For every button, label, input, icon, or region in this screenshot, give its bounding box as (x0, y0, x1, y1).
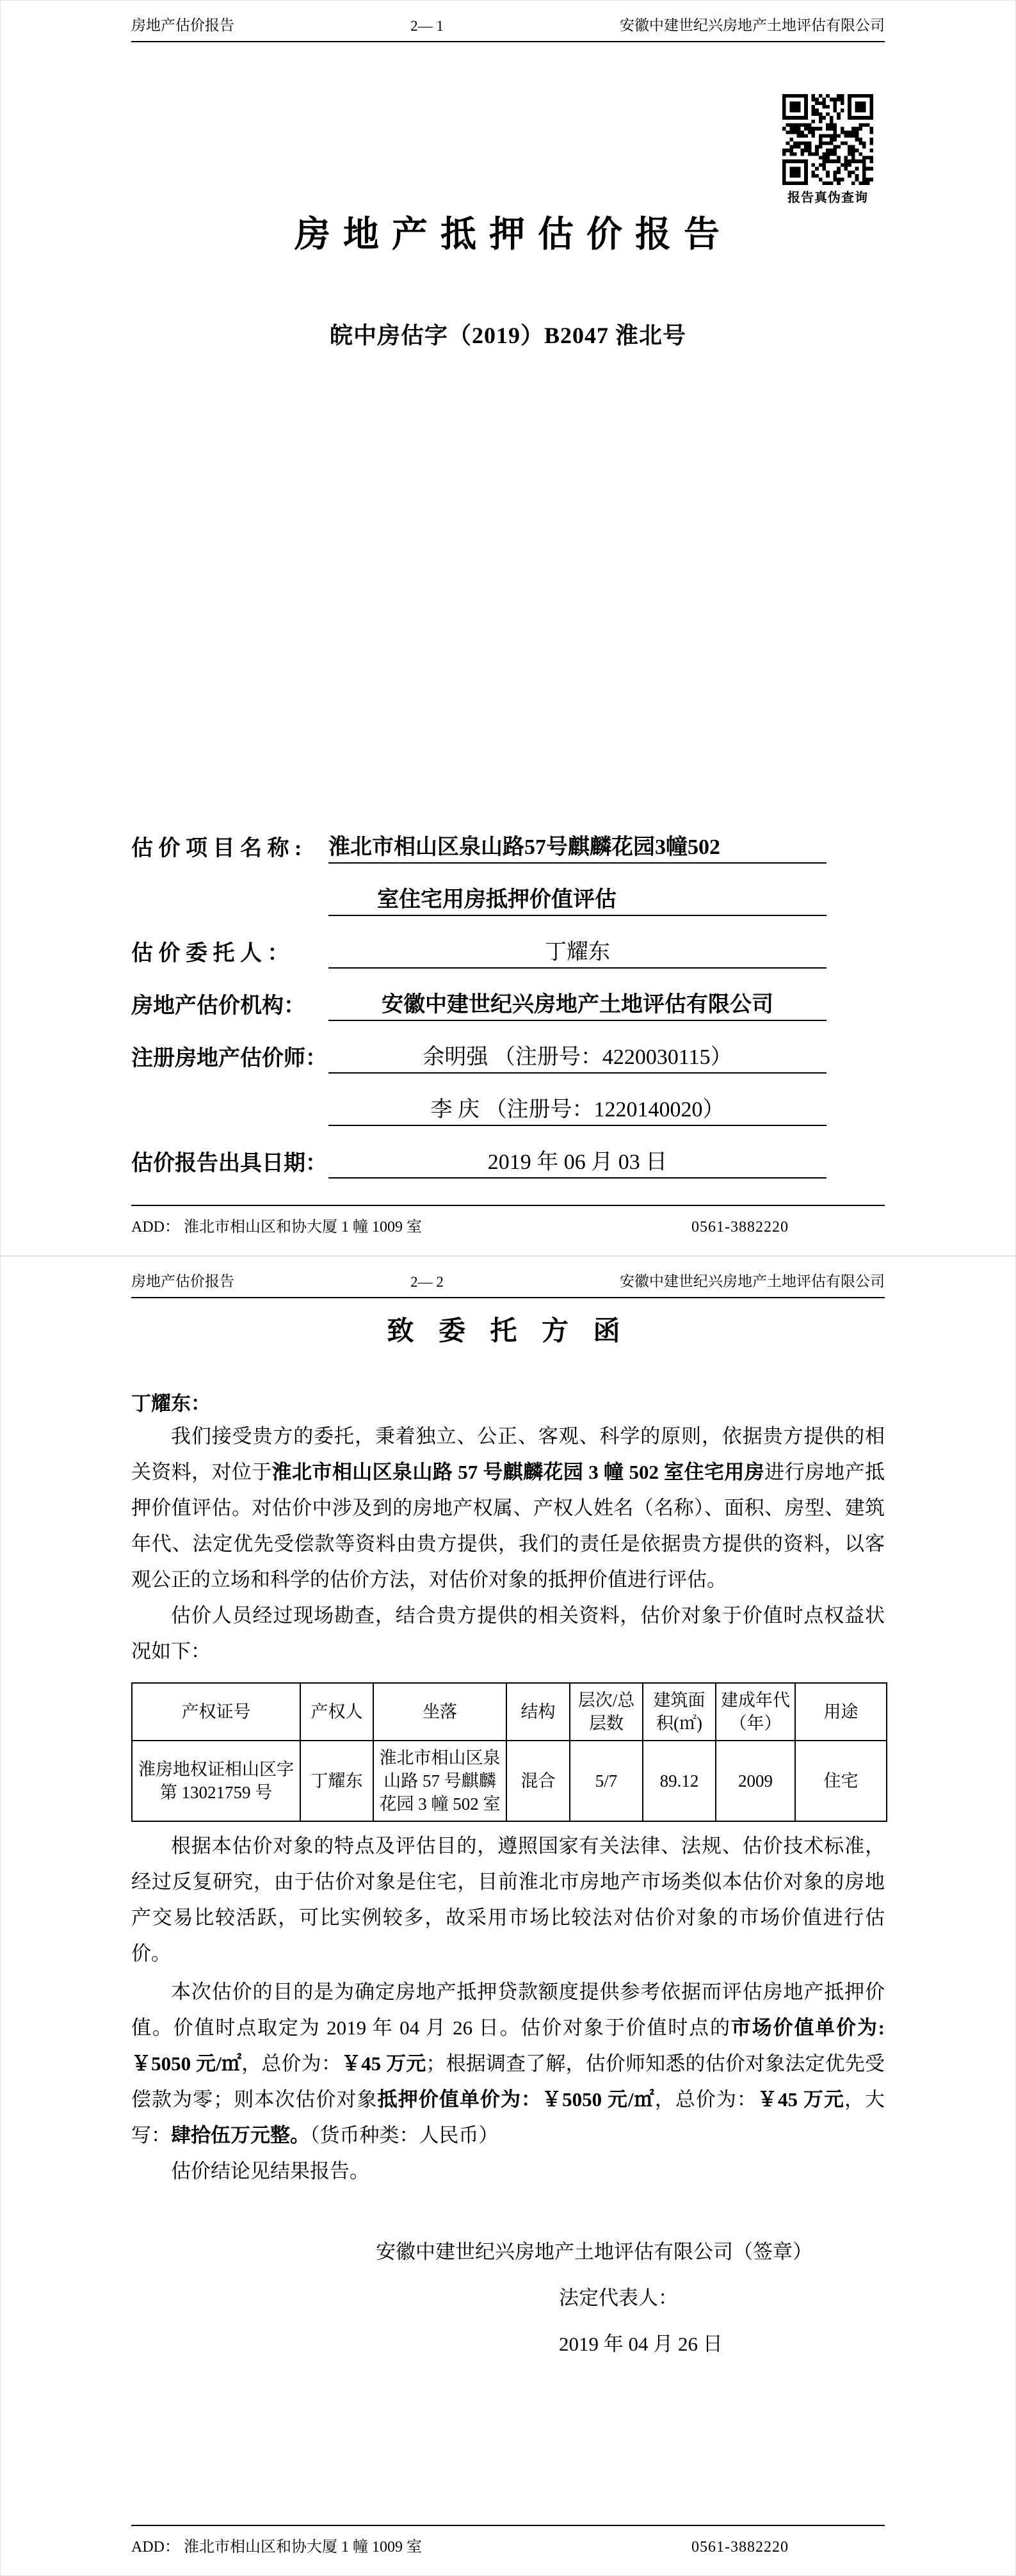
footer-address: ADD： 淮北市相山区和协大厦 1 幢 1009 室 (131, 2539, 422, 2556)
signature-block (131, 2229, 885, 2367)
form-row-agency (131, 969, 827, 1021)
cell-area: 89.12 (643, 1741, 716, 1821)
col-header-floor: 层次/总层数 (570, 1683, 643, 1741)
footer-phone: 0561-3882220 (691, 2539, 789, 2556)
cell-year: 2009 (716, 1741, 795, 1821)
form-row-appraiser-1 (131, 1021, 827, 1074)
letter-addressee: 丁耀东： (131, 1392, 211, 1415)
page-footer (131, 1205, 885, 1236)
footer-address: ADD： 淮北市相山区和协大厦 1 幢 1009 室 (131, 1219, 422, 1236)
form-row-client (131, 916, 827, 969)
cell-structure: 混合 (506, 1741, 570, 1821)
issue-date-label: 估价报告出具日期： (131, 1152, 327, 1175)
cell-cert-no: 淮房地权证相山区字第 13021759 号 (132, 1741, 300, 1821)
form-row-appraiser-2 (131, 1074, 827, 1126)
qr-block (779, 94, 876, 205)
appraiser-1-value: 余明强 （注册号：4220030115） (328, 1039, 827, 1074)
page-number: 2— 1 (410, 18, 444, 34)
appraiser-2-value: 李 庆 （注册号：1220140020） (328, 1091, 827, 1126)
col-header-area: 建筑面积(㎡) (643, 1683, 716, 1741)
project-name-value-line2: 室住宅用房抵押价值评估 (328, 881, 827, 916)
letter-paragraph-2: 估价人员经过现场勘查，结合贵方提供的相关资料，估价对象于价值时点权益状况如下： (131, 1604, 885, 1662)
col-header-year: 建成年代（年） (716, 1683, 795, 1741)
signature-company: 安徽中建世纪兴房地产土地评估有限公司（签章） (376, 2240, 812, 2263)
letter-paragraph-3: 根据本估价对象的特点及评估目的，遵照国家有关法律、法规、估价技术标准，经过反复研究，由于估价对象是住宅，目前淮北市房地产市场类似本估价对象的房地产交易比较活跃，可比实例较多，故采用市场比较法对估价对象的市场价值进行估价。 (131, 1834, 885, 1965)
letter-paragraph-4: 本次估价的目的是为确定房地产抵押贷款额度提供参考依据而评估房地产抵押价值。价值时点取定为 2019 年 04 月 26 日。估价对象于价值时点的市场价值单价为:￥5050 元/㎡，总价为：￥45 万元；根据调查了解，估价师知悉的估价对象法定优先受偿款为零；则本次估价对象抵押价值单价为：￥5050 元/㎡，总价为：￥45 万元，大写：肆拾伍万元整。（货币种类：人民币） (131, 1980, 885, 2146)
running-header-right: 安徽中建世纪兴房地产土地评估有限公司 (620, 1273, 885, 1289)
running-header (131, 13, 885, 42)
page-footer (131, 2525, 885, 2556)
project-name-label-spacer (131, 890, 328, 916)
cell-owner: 丁耀东 (300, 1741, 373, 1821)
appraiser-label: 注册房地产估价师： (131, 1047, 327, 1070)
letter-to-client-page (0, 1256, 1016, 2576)
signature-legal-rep: 法定代表人： (559, 2286, 678, 2309)
client-value: 丁耀东 (328, 934, 827, 969)
running-header (131, 1269, 885, 1298)
footer-phone: 0561-3882220 (691, 1219, 789, 1236)
col-header-cert-no: 产权证号 (132, 1683, 300, 1741)
cell-location: 淮北市相山区泉山路 57 号麒麟花园 3 幢 502 室 (373, 1741, 506, 1821)
signature-date: 2019 年 04 月 26 日 (559, 2332, 723, 2355)
project-name-label: 估 价 项 目 名 称 : (131, 837, 302, 860)
qr-caption: 报告真伪查询 (787, 191, 868, 205)
running-header-right: 安徽中建世纪兴房地产土地评估有限公司 (620, 17, 885, 33)
col-header-structure: 结构 (506, 1683, 570, 1741)
qr-code-icon (782, 94, 873, 185)
letter-paragraph-5: 估价结论见结果报告。 (171, 2159, 369, 2182)
letter-title: 致 委 托 方 函 (387, 1317, 629, 1346)
col-header-owner: 产权人 (300, 1683, 373, 1741)
agency-value: 安徽中建世纪兴房地产土地评估有限公司 (328, 986, 827, 1021)
cover-form (131, 811, 827, 1179)
agency-label: 房地产估价机构： (131, 994, 305, 1018)
cell-floor: 5/7 (570, 1741, 643, 1821)
table-header-row (132, 1683, 887, 1741)
client-label: 估 价 委 托 人 ： (131, 942, 289, 965)
issue-date-value: 2019 年 06 月 03 日 (328, 1144, 827, 1179)
col-header-use: 用途 (795, 1683, 887, 1741)
form-row-issue-date (131, 1126, 827, 1179)
report-cover-page (0, 0, 1016, 1256)
report-doc-number: 皖中房估字（2019）B2047 淮北号 (329, 323, 686, 348)
page-number: 2— 2 (410, 1274, 444, 1290)
col-header-location: 坐落 (373, 1683, 506, 1741)
cell-use: 住宅 (795, 1741, 887, 1821)
letter-paragraph-1: 我们接受贵方的委托，秉着独立、公正、客观、科学的原则，依据贵方提供的相关资料，对位于淮北市相山区泉山路 57 号麒麟花园 3 幢 502 室住宅用房进行房地产抵押价值评估。对估价中涉及到的房地产权属、产权人姓名（名称）、面积、房型、建筑年代、法定优先受偿款等资料由贵方提供，我们的责任是依据贵方提供的资料，以客观公正的立场和科学的估价方法，对估价对象的抵押价值进行评估。 (131, 1424, 885, 1591)
running-header-left: 房地产估价报告 (131, 17, 234, 33)
property-rights-table (131, 1682, 887, 1822)
form-row-project-line2 (131, 864, 827, 916)
project-name-value-line1: 淮北市相山区泉山路57号麒麟花园3幢502 (328, 829, 827, 864)
appraiser-label-spacer (131, 1100, 328, 1126)
table-row (132, 1741, 887, 1821)
running-header-left: 房地产估价报告 (131, 1273, 234, 1289)
form-row-project (131, 811, 827, 864)
report-title: 房 地 产 抵 押 估 价 报 告 (294, 215, 722, 255)
